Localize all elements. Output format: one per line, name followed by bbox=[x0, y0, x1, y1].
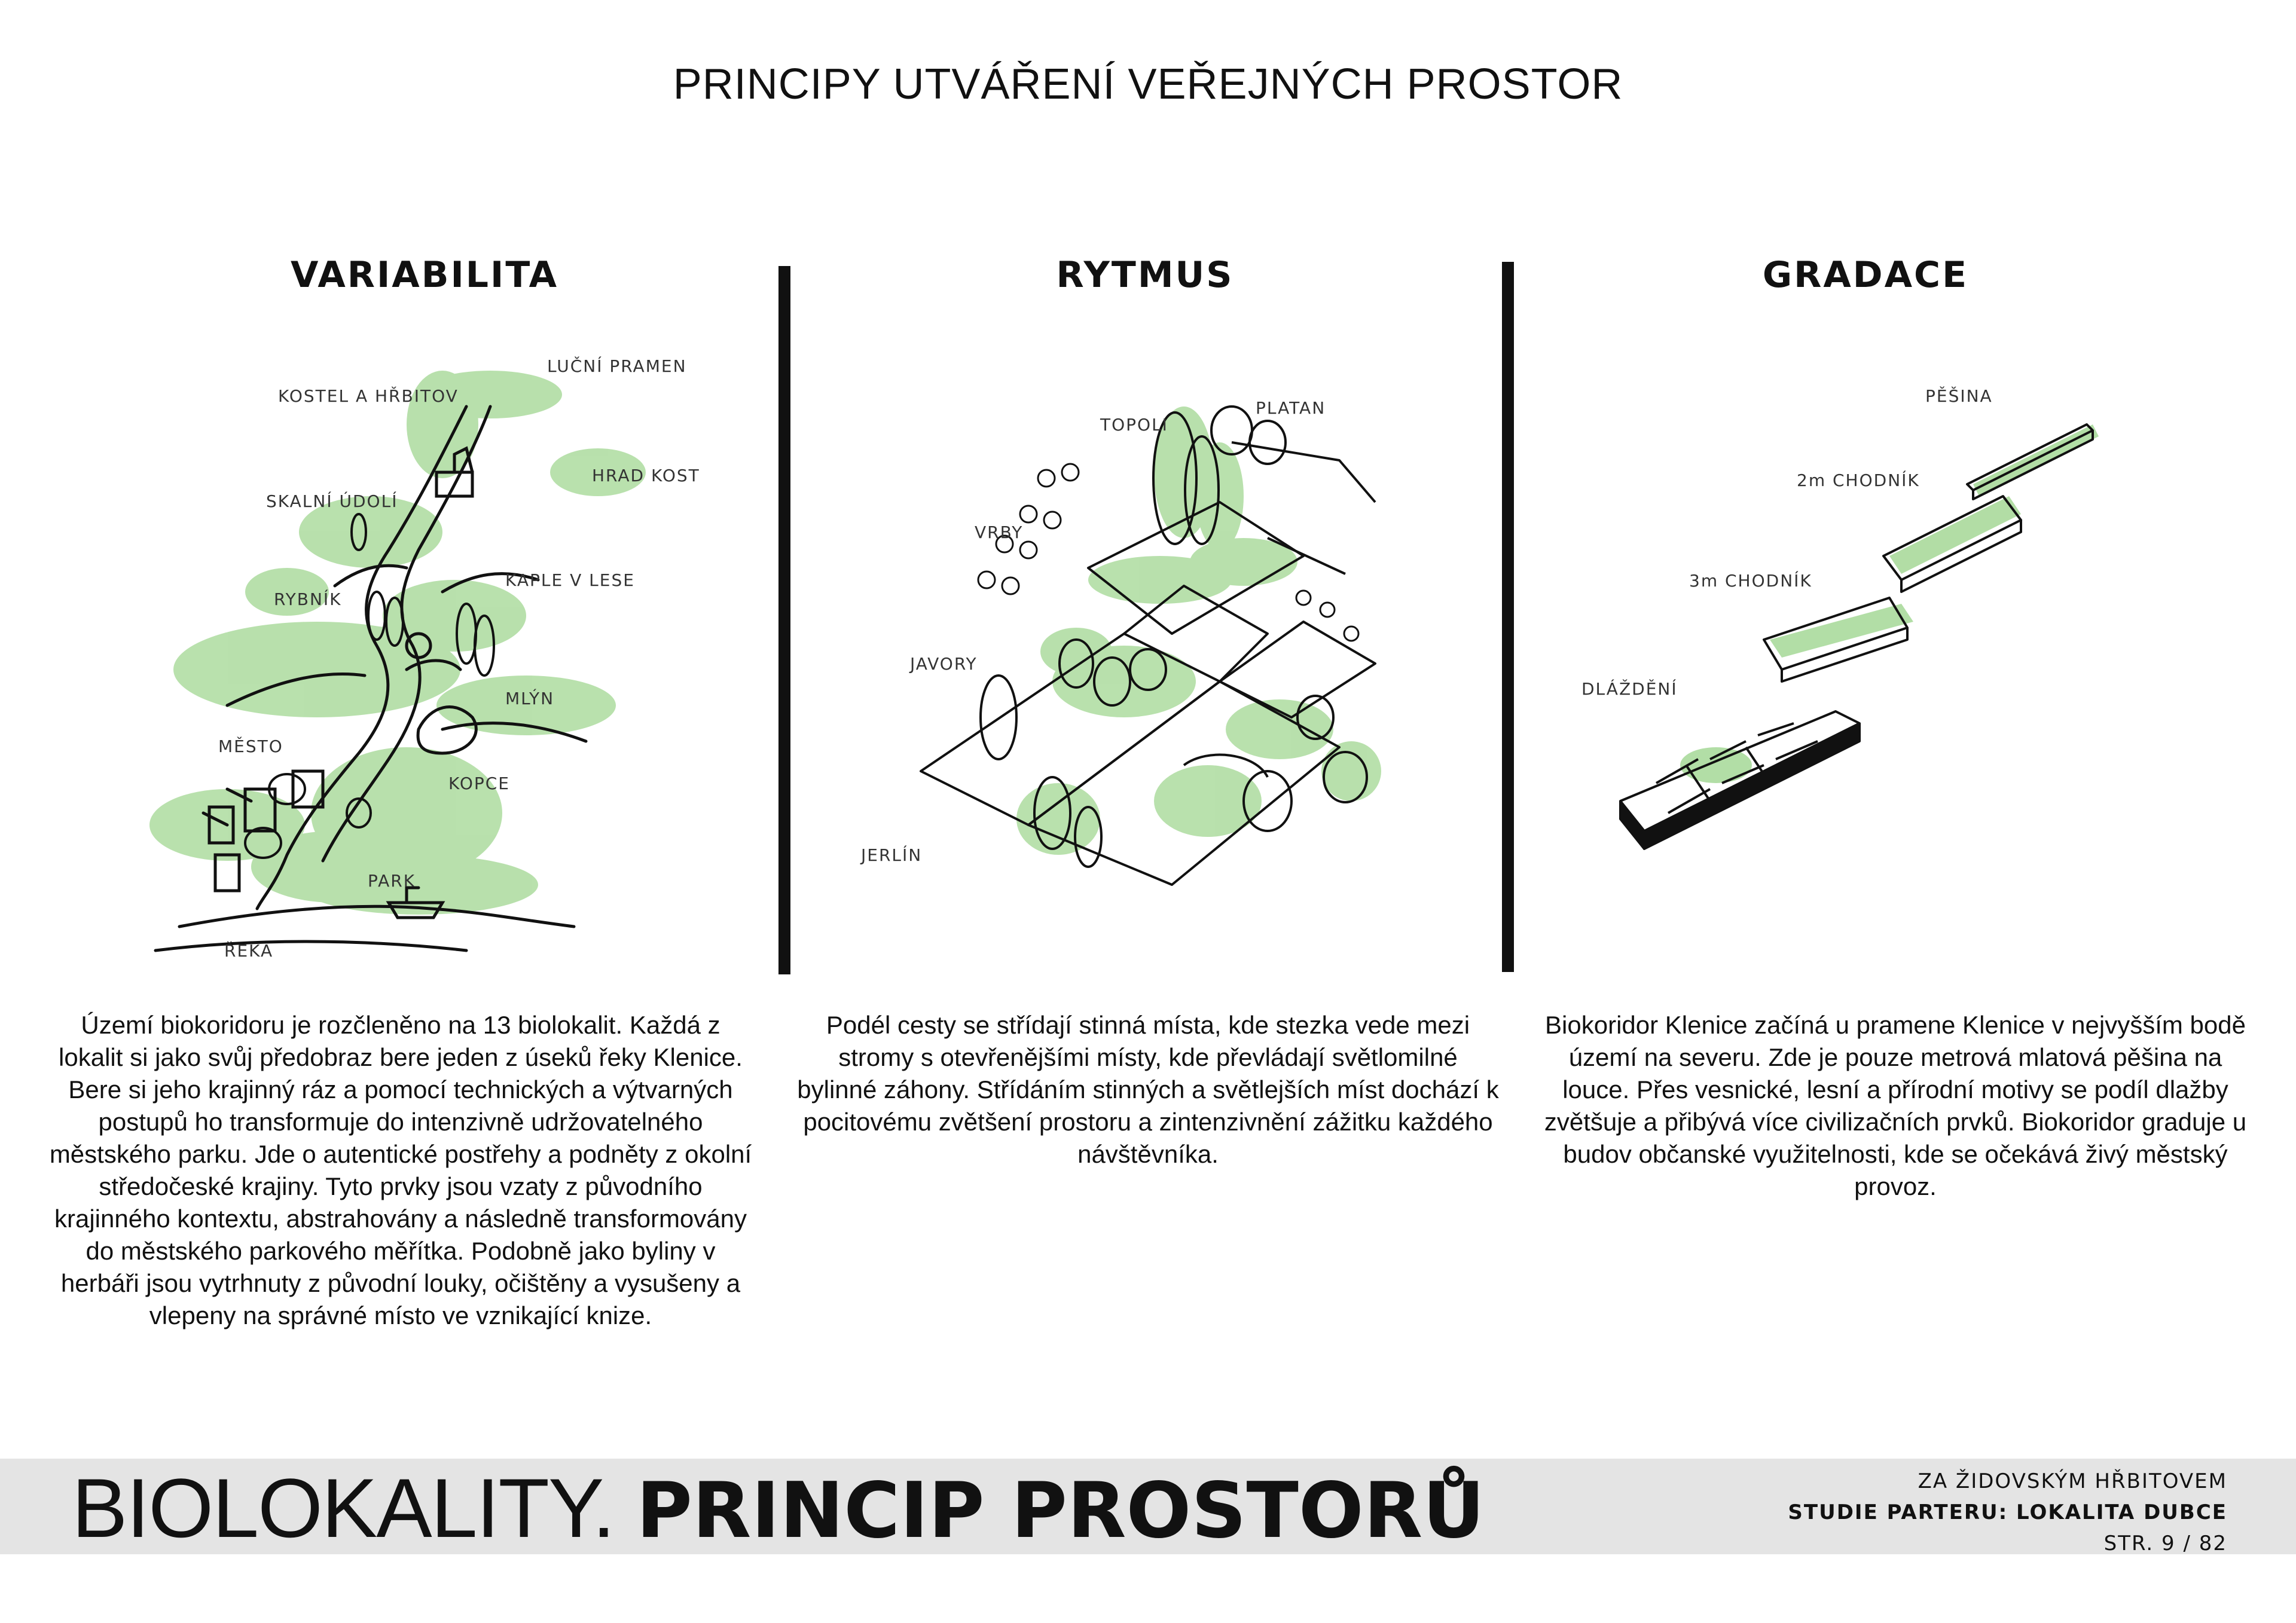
label-skalni: SKALNÍ ÚDOLÍ bbox=[266, 491, 398, 511]
label-dlazdeni: DLÁŽDĚNÍ bbox=[1581, 679, 1678, 699]
footer-title-bold: PRINCIP PROSTORŮ bbox=[636, 1466, 1485, 1555]
label-mlyn: MLÝN bbox=[505, 689, 555, 708]
label-kopce: KOPCE bbox=[448, 774, 510, 793]
label-rybnik: RYBNÍK bbox=[274, 589, 342, 609]
label-chodnik2: 2m CHODNÍK bbox=[1797, 470, 1920, 490]
gradace-sketch bbox=[1567, 371, 2164, 861]
rytmus-sketch bbox=[849, 383, 1399, 921]
footer-page-number: STR. 9 / 82 bbox=[2103, 1532, 2227, 1555]
text-gradace: Biokoridor Klenice začíná u pramene Klenice v nejvyšším bodě území na severu. Zde je pouze metrová mlatová pěšina na louce. Přes vesnické, lesní a přírodní motivy se podíl dlažby zvětšuje a přibývá více civilizačních prvků. Biokoridor graduje u budov občanské využitelnosti, kde se očekává živý městský provoz. bbox=[1544, 1011, 2247, 1200]
heading-gradace: GRADACE bbox=[1762, 254, 1969, 296]
heading-variabilita: VARIABILITA bbox=[290, 254, 559, 296]
label-jerlin: JERLÍN bbox=[861, 845, 923, 865]
label-kaple: KAPLE V LESE bbox=[505, 570, 635, 590]
label-kostel: KOSTEL A HŘBITOV bbox=[278, 386, 459, 406]
label-pesina: PĚŠINA bbox=[1925, 386, 1993, 406]
label-platan: PLATAN bbox=[1256, 398, 1326, 418]
text-variabilita: Území biokoridoru je rozčleněno na 13 biolokalit. Každá z lokalit si jako svůj předobraz bere jeden z úseků řeky Klenice. Bere si jeho krajinný ráz a pomocí technických a výtvarných postupů ho transformuje do intenzivně udržovatelného městského parku. Jde o autentické postřehy a podněty z okolní středočeské krajiny. Tyto prvky jsou vzaty z původního krajinného kontextu, abstrahovány a následně transformovány do městského parkového měřítka. Podobně jako byliny v herbáři jsou vytrhnuty z původní louky, očištěny a vysušeny a vlepeny na správné místo ve vznikající knize. bbox=[49, 1011, 752, 1329]
footer-title bbox=[72, 1463, 1485, 1556]
footer-line-1: ZA ŽIDOVSKÝM HŘBITOVEM bbox=[1918, 1469, 2227, 1493]
footer-title-light: BIOLOKALITY. bbox=[72, 1461, 637, 1555]
text-rytmus: Podél cesty se střídají stinná místa, kde stezka vede mezi stromy s otevřenějšími místy, kde převládají světlomilné bylinné záhony. Střídáním stinných a světlejších míst dochází k pocitovému zvětšení prostoru a zintenzivnění zážitku každého návštěvníka. bbox=[797, 1011, 1499, 1168]
label-reka: ŘEKA bbox=[224, 941, 274, 961]
variabilita-sketch bbox=[108, 335, 765, 980]
column-divider-left bbox=[778, 266, 790, 974]
label-topoli: TOPOLI bbox=[1100, 415, 1168, 435]
footer-meta bbox=[1788, 1466, 2227, 1559]
label-park: PARK bbox=[368, 871, 416, 891]
label-mesto: MĚSTO bbox=[218, 736, 283, 756]
label-lucni-pramen: LUČNÍ PRAMEN bbox=[547, 356, 687, 376]
label-javory: JAVORY bbox=[910, 654, 978, 674]
column-divider-right bbox=[1502, 262, 1514, 972]
heading-rytmus: RYTMUS bbox=[1056, 254, 1234, 296]
footer-line-2: STUDIE PARTERU: LOKALITA DUBCE bbox=[1788, 1500, 2227, 1524]
label-chodnik3: 3m CHODNÍK bbox=[1689, 571, 1812, 591]
label-hrad: HRAD KOST bbox=[592, 466, 700, 485]
label-vrby: VRBY bbox=[975, 522, 1024, 542]
page-title: PRINCIPY UTVÁŘENÍ VEŘEJNÝCH PROSTOR bbox=[673, 60, 1623, 108]
